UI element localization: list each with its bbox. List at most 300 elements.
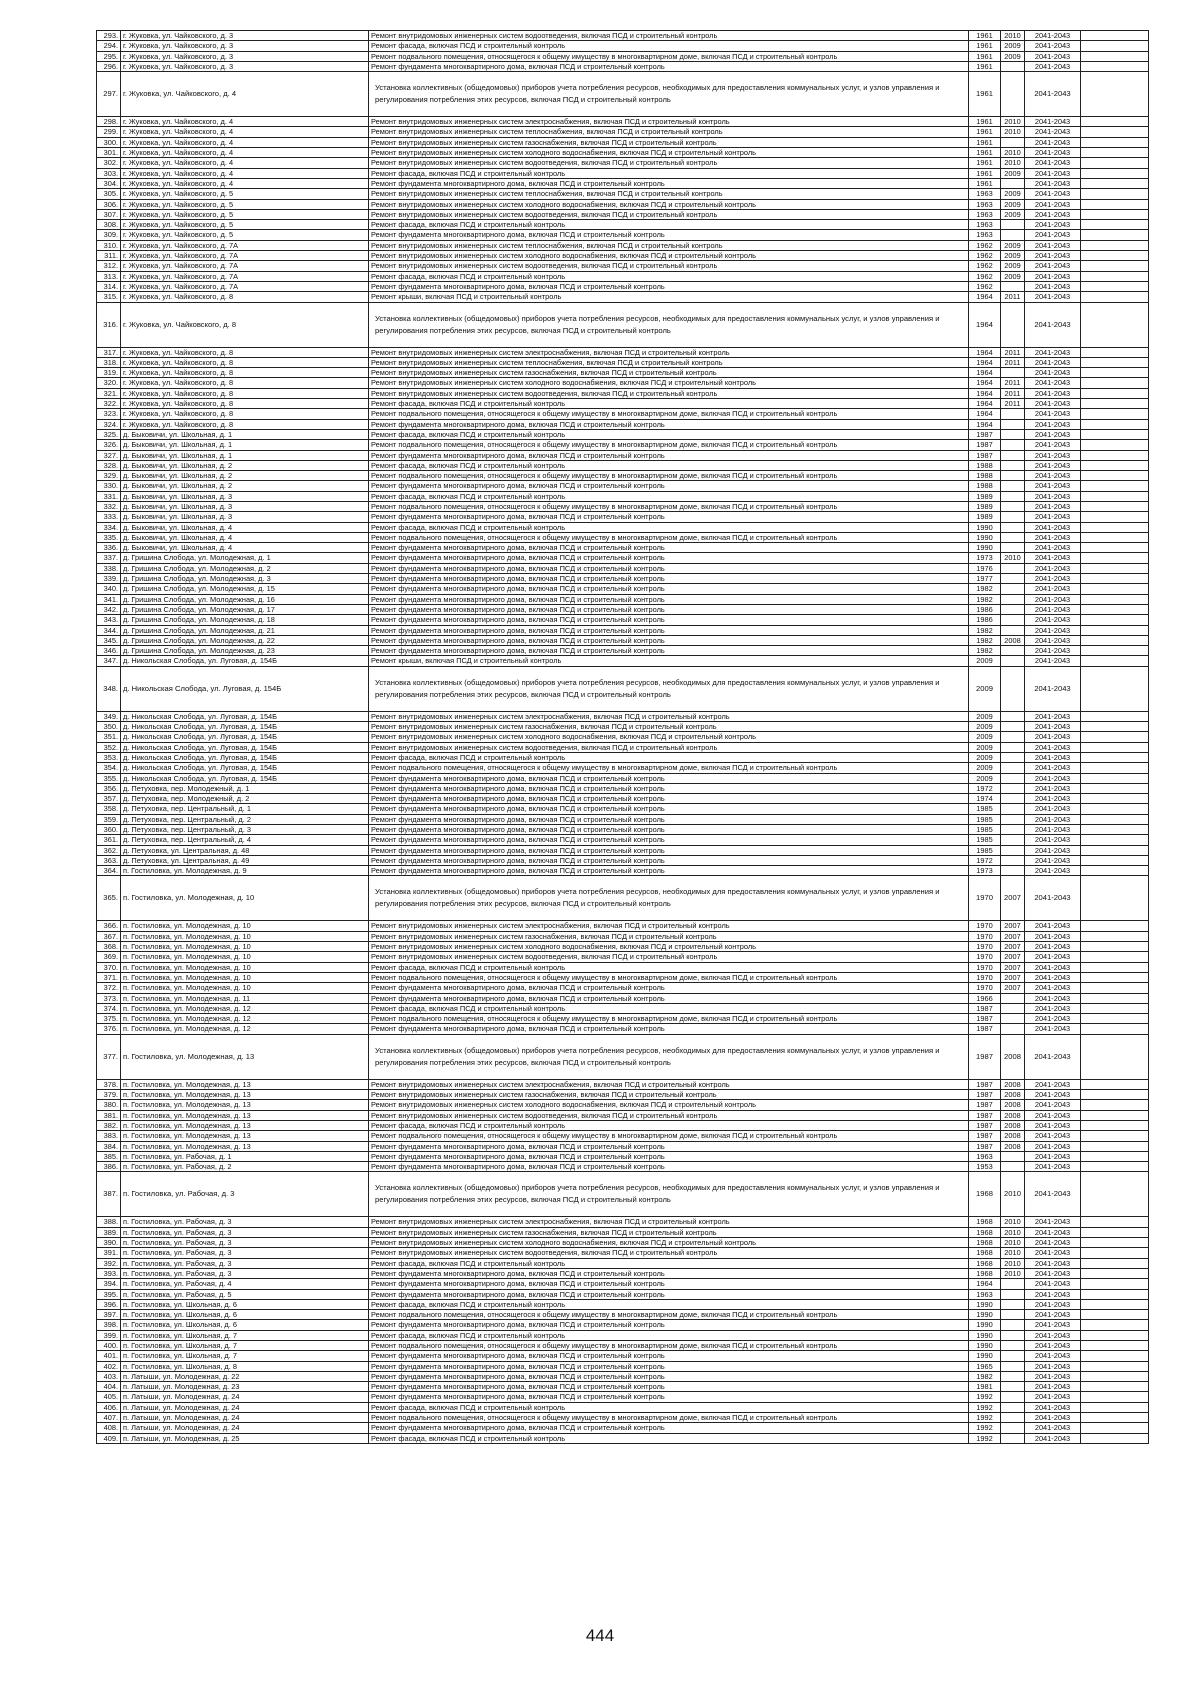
work-type-cell: Ремонт внутридомовых инженерных систем водоотведения, включая ПСД и строительный контроль [369,31,969,41]
address-cell: д. Быковичи, ул. Школьная, д. 2 [121,460,369,470]
address-cell: п. Гостиловка, ул. Молодежная, д. 13 [121,1034,369,1079]
row-number: 337. [97,553,121,563]
blank-cell [1081,752,1149,762]
planned-period-cell: 2041-2043 [1025,646,1081,656]
work-type-cell: Ремонт фундамента многоквартирного дома, включая ПСД и строительный контроль [369,804,969,814]
last-repair-year-cell [1001,1024,1025,1034]
table-row [97,845,1149,855]
planned-period-cell: 2041-2043 [1025,41,1081,51]
last-repair-year-cell [1001,711,1025,721]
page-number: 444 [585,1626,615,1645]
table-row [97,388,1149,398]
work-type-cell: Ремонт внутридомовых инженерных систем электроснабжения, включая ПСД и строительный контроль [369,1079,969,1089]
planned-period-cell: 2041-2043 [1025,117,1081,127]
planned-period-cell: 2041-2043 [1025,501,1081,511]
work-type-cell: Ремонт внутридомовых инженерных систем водоотведения, включая ПСД и строительный контроль [369,209,969,219]
last-repair-year-cell: 2011 [1001,357,1025,367]
blank-cell [1081,292,1149,302]
blank-cell [1081,460,1149,470]
row-number: 306. [97,199,121,209]
planned-period-cell: 2041-2043 [1025,594,1081,604]
blank-cell [1081,168,1149,178]
last-repair-year-cell: 2008 [1001,1090,1025,1100]
table-row [97,1289,1149,1299]
table-row [97,1351,1149,1361]
address-cell: г. Жуковка, ул. Чайковского, д. 5 [121,199,369,209]
blank-cell [1081,931,1149,941]
address-cell: г. Жуковка, ул. Чайковского, д. 4 [121,168,369,178]
planned-period-cell: 2041-2043 [1025,1340,1081,1350]
row-number: 328. [97,460,121,470]
table-row [97,41,1149,51]
row-number: 315. [97,292,121,302]
address-cell: п. Гостиловка, ул. Молодежная, д. 12 [121,1003,369,1013]
row-number: 387. [97,1172,121,1217]
last-repair-year-cell: 2009 [1001,189,1025,199]
work-type-cell: Ремонт подвального помещения, относящегося к общему имуществу в многоквартирном доме, включая ПСД и строительный контроль [369,409,969,419]
blank-cell [1081,347,1149,357]
row-number: 354. [97,763,121,773]
blank-cell [1081,481,1149,491]
address-cell: п. Гостиловка, ул. Рабочая, д. 3 [121,1258,369,1268]
works-table [96,30,1149,1444]
planned-period-cell: 2041-2043 [1025,271,1081,281]
table-row [97,711,1149,721]
row-number: 345. [97,635,121,645]
row-number: 318. [97,357,121,367]
build-year-cell: 1968 [969,1268,1001,1278]
planned-period-cell: 2041-2043 [1025,1110,1081,1120]
build-year-cell: 1972 [969,855,1001,865]
row-number: 377. [97,1034,121,1079]
blank-cell [1081,471,1149,481]
table-row [97,942,1149,952]
build-year-cell: 1990 [969,1340,1001,1350]
row-number: 312. [97,261,121,271]
address-cell: г. Жуковка, ул. Чайковского, д. 7А [121,261,369,271]
last-repair-year-cell [1001,281,1025,291]
build-year-cell: 1962 [969,251,1001,261]
work-type-cell: Ремонт фундамента многоквартирного дома, включая ПСД и строительный контроль [369,835,969,845]
build-year-cell: 1992 [969,1392,1001,1402]
blank-cell [1081,148,1149,158]
work-type-cell: Ремонт фундамента многоквартирного дома, включая ПСД и строительный контроль [369,419,969,429]
build-year-cell: 1988 [969,460,1001,470]
address-cell: д. Гришина Слобода, ул. Молодежная, д. 1 [121,553,369,563]
work-type-cell: Ремонт фундамента многоквартирного дома, включая ПСД и строительный контроль [369,993,969,1003]
last-repair-year-cell [1001,137,1025,147]
address-cell: г. Жуковка, ул. Чайковского, д. 8 [121,388,369,398]
last-repair-year-cell [1001,471,1025,481]
table-row [97,409,1149,419]
planned-period-cell: 2041-2043 [1025,563,1081,573]
work-type-cell: Ремонт фасада, включая ПСД и строительный контроль [369,1299,969,1309]
planned-period-cell: 2041-2043 [1025,855,1081,865]
table-row [97,543,1149,553]
work-type-cell: Ремонт фасада, включая ПСД и строительный контроль [369,1003,969,1013]
planned-period-cell: 2041-2043 [1025,1289,1081,1299]
table-row [97,1392,1149,1402]
work-type-cell: Ремонт подвального помещения, относящегося к общему имуществу в многоквартирном доме, включая ПСД и строительный контроль [369,51,969,61]
build-year-cell: 1964 [969,347,1001,357]
planned-period-cell: 2041-2043 [1025,1024,1081,1034]
table-row [97,1402,1149,1412]
blank-cell [1081,855,1149,865]
last-repair-year-cell: 2007 [1001,983,1025,993]
last-repair-year-cell [1001,1299,1025,1309]
address-cell: п. Гостиловка, ул. Молодежная, д. 10 [121,952,369,962]
work-type-cell: Ремонт подвального помещения, относящегося к общему имуществу в многоквартирном доме, включая ПСД и строительный контроль [369,532,969,542]
work-type-cell: Ремонт фасада, включая ПСД и строительный контроль [369,429,969,439]
table-row [97,1382,1149,1392]
last-repair-year-cell: 2009 [1001,41,1025,51]
planned-period-cell: 2041-2043 [1025,656,1081,666]
table-row [97,1162,1149,1172]
row-number: 386. [97,1162,121,1172]
last-repair-year-cell [1001,450,1025,460]
address-cell: п. Гостиловка, ул. Рабочая, д. 3 [121,1227,369,1237]
planned-period-cell: 2041-2043 [1025,722,1081,732]
address-cell: п. Гостиловка, ул. Рабочая, д. 3 [121,1172,369,1217]
address-cell: п. Латыши, ул. Молодежная, д. 23 [121,1382,369,1392]
blank-cell [1081,1172,1149,1217]
work-type-cell: Ремонт внутридомовых инженерных систем газоснабжения, включая ПСД и строительный контроль [369,722,969,732]
work-type-cell: Ремонт фундамента многоквартирного дома, включая ПСД и строительный контроль [369,814,969,824]
last-repair-year-cell [1001,178,1025,188]
work-type-cell: Ремонт подвального помещения, относящегося к общему имуществу в многоквартирном доме, включая ПСД и строительный контроль [369,972,969,982]
address-cell: д. Никольская Слобода, ул. Луговая, д. 154Б [121,656,369,666]
planned-period-cell: 2041-2043 [1025,825,1081,835]
last-repair-year-cell [1001,1392,1025,1402]
address-cell: п. Гостиловка, ул. Молодежная, д. 10 [121,962,369,972]
blank-cell [1081,1423,1149,1433]
table-row [97,763,1149,773]
work-type-cell: Ремонт внутридомовых инженерных систем холодного водоснабжения, включая ПСД и строительный контроль [369,732,969,742]
work-type-cell: Ремонт фундамента многоквартирного дома, включая ПСД и строительный контроль [369,512,969,522]
build-year-cell: 1973 [969,553,1001,563]
blank-cell [1081,388,1149,398]
table-row [97,1340,1149,1350]
blank-cell [1081,1402,1149,1412]
address-cell: п. Латыши, ул. Молодежная, д. 24 [121,1402,369,1412]
planned-period-cell: 2041-2043 [1025,794,1081,804]
blank-cell [1081,921,1149,931]
address-cell: д. Петуховка, пер. Центральный, д. 2 [121,814,369,824]
address-cell: п. Гостиловка, ул. Школьная, д. 7 [121,1351,369,1361]
table-row [97,1024,1149,1034]
table-row [97,271,1149,281]
blank-cell [1081,440,1149,450]
planned-period-cell: 2041-2043 [1025,209,1081,219]
last-repair-year-cell: 2010 [1001,1172,1025,1217]
last-repair-year-cell [1001,481,1025,491]
table-row [97,1151,1149,1161]
planned-period-cell: 2041-2043 [1025,261,1081,271]
row-number: 408. [97,1423,121,1433]
address-cell: д. Гришина Слобода, ул. Молодежная, д. 18 [121,615,369,625]
build-year-cell: 1987 [969,1100,1001,1110]
planned-period-cell: 2041-2043 [1025,429,1081,439]
address-cell: п. Гостиловка, ул. Рабочая, д. 1 [121,1151,369,1161]
build-year-cell: 1992 [969,1413,1001,1423]
blank-cell [1081,646,1149,656]
work-type-cell: Ремонт фундамента многоквартирного дома, включая ПСД и строительный контроль [369,543,969,553]
row-number: 303. [97,168,121,178]
blank-cell [1081,261,1149,271]
table-row [97,281,1149,291]
table-row [97,378,1149,388]
address-cell: п. Гостиловка, ул. Молодежная, д. 13 [121,1141,369,1151]
table-row [97,127,1149,137]
address-cell: д. Петуховка, пер. Молодежный, д. 2 [121,794,369,804]
table-row [97,1131,1149,1141]
address-cell: п. Гостиловка, ул. Школьная, д. 6 [121,1320,369,1330]
blank-cell [1081,220,1149,230]
row-number: 367. [97,931,121,941]
row-number: 298. [97,117,121,127]
last-repair-year-cell [1001,1361,1025,1371]
blank-cell [1081,117,1149,127]
row-number: 323. [97,409,121,419]
last-repair-year-cell [1001,783,1025,793]
address-cell: д. Никольская Слобода, ул. Луговая, д. 154Б [121,711,369,721]
address-cell: п. Гостиловка, ул. Молодежная, д. 13 [121,1079,369,1089]
address-cell: д. Гришина Слобода, ул. Молодежная, д. 21 [121,625,369,635]
last-repair-year-cell: 2007 [1001,931,1025,941]
blank-cell [1081,1289,1149,1299]
planned-period-cell: 2041-2043 [1025,1392,1081,1402]
address-cell: г. Жуковка, ул. Чайковского, д. 7А [121,251,369,261]
planned-period-cell: 2041-2043 [1025,1227,1081,1237]
row-number: 340. [97,584,121,594]
build-year-cell: 1982 [969,635,1001,645]
last-repair-year-cell: 2011 [1001,292,1025,302]
build-year-cell: 1964 [969,409,1001,419]
row-number: 321. [97,388,121,398]
address-cell: д. Никольская Слобода, ул. Луговая, д. 154Б [121,742,369,752]
blank-cell [1081,199,1149,209]
row-number: 400. [97,1340,121,1350]
blank-cell [1081,635,1149,645]
last-repair-year-cell [1001,615,1025,625]
work-type-cell: Ремонт фундамента многоквартирного дома, включая ПСД и строительный контроль [369,845,969,855]
build-year-cell: 1968 [969,1217,1001,1227]
table-row [97,251,1149,261]
last-repair-year-cell: 2010 [1001,1217,1025,1227]
planned-period-cell: 2041-2043 [1025,783,1081,793]
build-year-cell: 1987 [969,1079,1001,1089]
work-type-cell: Ремонт крыши, включая ПСД и строительный контроль [369,656,969,666]
row-number: 369. [97,952,121,962]
address-cell: п. Гостиловка, ул. Молодежная, д. 10 [121,972,369,982]
last-repair-year-cell: 2007 [1001,952,1025,962]
address-cell: д. Никольская Слобода, ул. Луговая, д. 154Б [121,763,369,773]
address-cell: п. Гостиловка, ул. Молодежная, д. 10 [121,931,369,941]
table-row [97,532,1149,542]
row-number: 320. [97,378,121,388]
work-type-cell: Ремонт фундамента многоквартирного дома, включая ПСД и строительный контроль [369,1151,969,1161]
blank-cell [1081,983,1149,993]
build-year-cell: 1982 [969,584,1001,594]
row-number: 307. [97,209,121,219]
planned-period-cell: 2041-2043 [1025,368,1081,378]
build-year-cell: 1989 [969,501,1001,511]
work-type-cell: Ремонт внутридомовых инженерных систем электроснабжения, включая ПСД и строительный контроль [369,347,969,357]
row-number: 365. [97,876,121,921]
address-cell: д. Быковичи, ул. Школьная, д. 4 [121,522,369,532]
blank-cell [1081,1382,1149,1392]
build-year-cell: 1964 [969,368,1001,378]
row-number: 364. [97,866,121,876]
planned-period-cell: 2041-2043 [1025,773,1081,783]
last-repair-year-cell [1001,491,1025,501]
planned-period-cell: 2041-2043 [1025,1034,1081,1079]
work-type-cell: Ремонт фундамента многоквартирного дома, включая ПСД и строительный контроль [369,584,969,594]
works-table-sheet [96,30,1148,1444]
blank-cell [1081,804,1149,814]
planned-period-cell: 2041-2043 [1025,1141,1081,1151]
table-row [97,1413,1149,1423]
work-type-cell: Ремонт фасада, включая ПСД и строительный контроль [369,460,969,470]
work-type-cell: Ремонт крыши, включая ПСД и строительный контроль [369,292,969,302]
planned-period-cell: 2041-2043 [1025,1402,1081,1412]
work-type-cell: Ремонт внутридомовых инженерных систем электроснабжения, включая ПСД и строительный контроль [369,921,969,931]
address-cell: г. Жуковка, ул. Чайковского, д. 4 [121,148,369,158]
blank-cell [1081,763,1149,773]
build-year-cell: 1992 [969,1402,1001,1412]
blank-cell [1081,952,1149,962]
table-row [97,189,1149,199]
work-type-cell: Ремонт внутридомовых инженерных систем водоотведения, включая ПСД и строительный контроль [369,742,969,752]
blank-cell [1081,1258,1149,1268]
work-type-cell: Ремонт фундамента многоквартирного дома, включая ПСД и строительный контроль [369,281,969,291]
work-type-cell: Ремонт фасада, включая ПСД и строительный контроль [369,271,969,281]
build-year-cell: 1992 [969,1433,1001,1443]
address-cell: п. Гостиловка, ул. Молодежная, д. 10 [121,942,369,952]
last-repair-year-cell [1001,1371,1025,1381]
last-repair-year-cell [1001,368,1025,378]
build-year-cell: 1964 [969,357,1001,367]
table-row [97,1248,1149,1258]
build-year-cell: 1963 [969,1151,1001,1161]
build-year-cell: 1974 [969,794,1001,804]
planned-period-cell: 2041-2043 [1025,635,1081,645]
work-type-cell: Ремонт внутридомовых инженерных систем холодного водоснабжения, включая ПСД и строительный контроль [369,378,969,388]
last-repair-year-cell: 2009 [1001,261,1025,271]
build-year-cell: 1964 [969,292,1001,302]
row-number: 302. [97,158,121,168]
work-type-cell: Ремонт фундамента многоквартирного дома, включая ПСД и строительный контроль [369,553,969,563]
address-cell: д. Петуховка, пер. Центральный, д. 4 [121,835,369,845]
blank-cell [1081,230,1149,240]
planned-period-cell: 2041-2043 [1025,1238,1081,1248]
address-cell: д. Быковичи, ул. Школьная, д. 2 [121,481,369,491]
build-year-cell: 1987 [969,1014,1001,1024]
planned-period-cell: 2041-2043 [1025,866,1081,876]
work-type-cell: Ремонт подвального помещения, относящегося к общему имуществу в многоквартирном доме, включая ПСД и строительный контроль [369,440,969,450]
planned-period-cell: 2041-2043 [1025,31,1081,41]
row-number: 341. [97,594,121,604]
last-repair-year-cell: 2008 [1001,1034,1025,1079]
build-year-cell: 1968 [969,1172,1001,1217]
table-row [97,1433,1149,1443]
address-cell: д. Гришина Слобода, ул. Молодежная, д. 15 [121,584,369,594]
work-type-cell: Ремонт фасада, включая ПСД и строительный контроль [369,1433,969,1443]
row-number: 305. [97,189,121,199]
planned-period-cell: 2041-2043 [1025,1371,1081,1381]
table-row [97,261,1149,271]
build-year-cell: 1961 [969,51,1001,61]
table-row [97,522,1149,532]
row-number: 296. [97,61,121,71]
planned-period-cell: 2041-2043 [1025,1361,1081,1371]
blank-cell [1081,825,1149,835]
planned-period-cell: 2041-2043 [1025,742,1081,752]
work-type-cell: Ремонт внутридомовых инженерных систем холодного водоснабжения, включая ПСД и строительный контроль [369,199,969,209]
row-number: 304. [97,178,121,188]
last-repair-year-cell: 2010 [1001,1238,1025,1248]
work-type-cell: Ремонт фундамента многоквартирного дома, включая ПСД и строительный контроль [369,1392,969,1402]
blank-cell [1081,419,1149,429]
build-year-cell: 1990 [969,532,1001,542]
build-year-cell: 1968 [969,1248,1001,1258]
build-year-cell: 1972 [969,783,1001,793]
table-row [97,752,1149,762]
blank-cell [1081,574,1149,584]
build-year-cell: 1962 [969,271,1001,281]
row-number: 308. [97,220,121,230]
work-type-cell: Ремонт фундамента многоквартирного дома, включая ПСД и строительный контроль [369,866,969,876]
row-number: 329. [97,471,121,481]
last-repair-year-cell: 2010 [1001,127,1025,137]
blank-cell [1081,584,1149,594]
blank-cell [1081,1310,1149,1320]
table-row [97,302,1149,347]
row-number: 332. [97,501,121,511]
address-cell: г. Жуковка, ул. Чайковского, д. 8 [121,419,369,429]
build-year-cell: 1964 [969,388,1001,398]
blank-cell [1081,368,1149,378]
table-row [97,1014,1149,1024]
blank-cell [1081,1320,1149,1330]
table-row [97,419,1149,429]
address-cell: д. Гришина Слобода, ул. Молодежная, д. 22 [121,635,369,645]
last-repair-year-cell [1001,429,1025,439]
planned-period-cell: 2041-2043 [1025,993,1081,1003]
planned-period-cell: 2041-2043 [1025,491,1081,501]
table-row [97,646,1149,656]
work-type-cell: Ремонт внутридомовых инженерных систем газоснабжения, включая ПСД и строительный контроль [369,1227,969,1237]
table-row [97,931,1149,941]
blank-cell [1081,625,1149,635]
work-type-cell: Установка коллективных (общедомовых) приборов учета потребления ресурсов, необходимых для предоставления коммунальных услуг, и узлов управления и регулирования потребления этих ресурсов, включая ПСД и строительный контроль [369,876,969,921]
work-type-cell: Ремонт внутридомовых инженерных систем электроснабжения, включая ПСД и строительный контроль [369,711,969,721]
work-type-cell: Ремонт подвального помещения, относящегося к общему имуществу в многоквартирном доме, включая ПСД и строительный контроль [369,1340,969,1350]
table-row [97,1258,1149,1268]
planned-period-cell: 2041-2043 [1025,1248,1081,1258]
work-type-cell: Установка коллективных (общедомовых) приборов учета потребления ресурсов, необходимых для предоставления коммунальных услуг, и узлов управления и регулирования потребления этих ресурсов, включая ПСД и строительный контроль [369,302,969,347]
address-cell: г. Жуковка, ул. Чайковского, д. 5 [121,220,369,230]
work-type-cell: Ремонт фундамента многоквартирного дома, включая ПСД и строительный контроль [369,1320,969,1330]
address-cell: г. Жуковка, ул. Чайковского, д. 8 [121,357,369,367]
row-number: 395. [97,1289,121,1299]
table-row [97,347,1149,357]
build-year-cell: 1977 [969,574,1001,584]
build-year-cell: 1963 [969,199,1001,209]
build-year-cell: 1963 [969,209,1001,219]
table-row [97,574,1149,584]
row-number: 349. [97,711,121,721]
